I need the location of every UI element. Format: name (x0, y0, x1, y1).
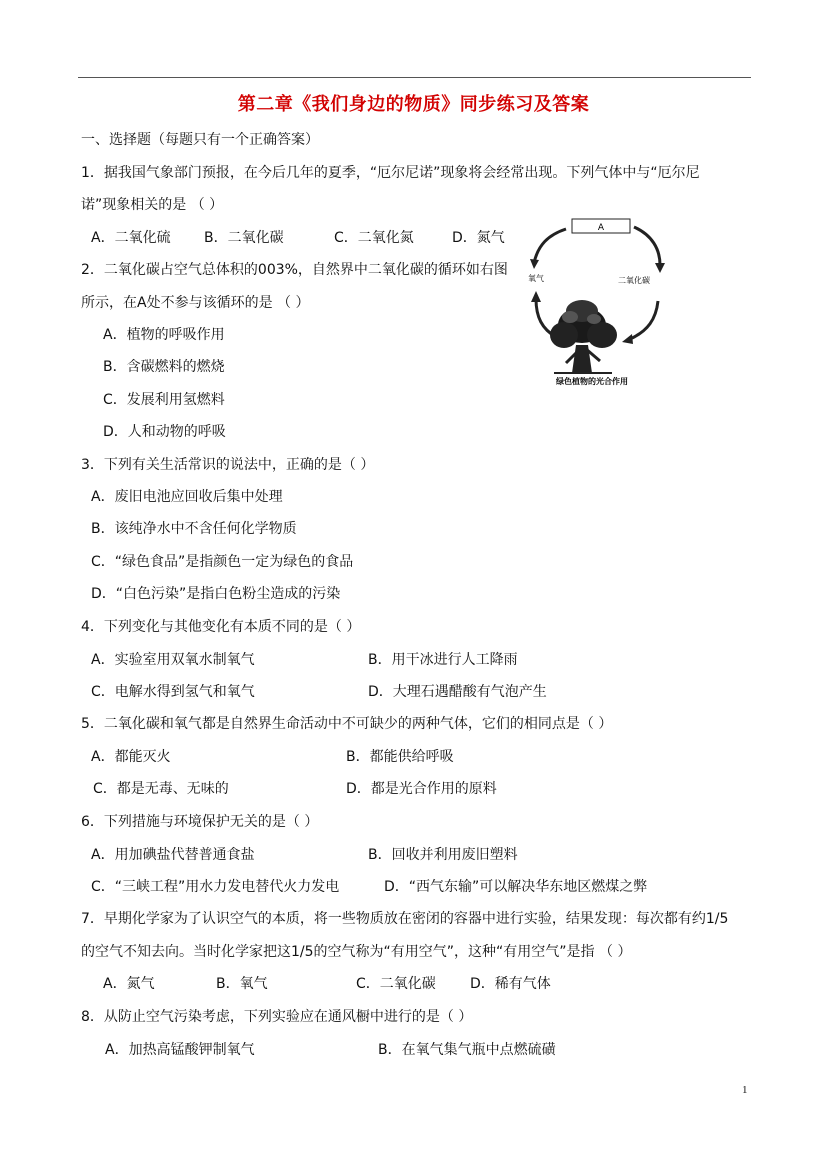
question-3-option-b: B．该纯净水中不含任何化学物质 (91, 521, 297, 537)
question-3-line-1: 3．下列有关生活常识的说法中，正确的是（ ） (81, 457, 375, 473)
question-7-line-2: 的空气不知去向。当时化学家把这1/5的空气称为“有用空气”，这种“有用空气”是指 （ ） (81, 944, 632, 960)
question-2-option-d: D．人和动物的呼吸 (103, 424, 226, 440)
question-3-option-d: D．“白色污染”是指白色粉尘造成的污染 (91, 586, 341, 602)
question-7-option-d: D．稀有气体 (470, 976, 551, 992)
question-6-option-d: D．“西气东输”可以解决华东地区燃煤之弊 (384, 879, 648, 895)
carbon-cycle-figure (520, 215, 670, 390)
question-1-option-a: A．二氧化硫 (91, 230, 171, 246)
box-a-label: A (597, 223, 605, 233)
question-5-option-b: B．都能供给呼吸 (346, 749, 454, 765)
question-1-option-c: C．二氧化氮 (334, 230, 414, 246)
question-3-option-c: C．“绿色食品”是指颜色一定为绿色的食品 (91, 554, 354, 570)
question-6-option-c: C．“三峡工程”用水力发电替代火力发电 (91, 879, 340, 895)
question-2-line-2: 所示，在A处不参与该循环的是 （ ） (81, 295, 310, 311)
co2-label: 二氧化碳 (618, 276, 650, 285)
page-title: 第二章《我们身边的物质》同步练习及答案 (237, 94, 590, 115)
arrow-top-right (634, 227, 660, 265)
page-number: 1 (742, 1084, 748, 1096)
question-4-option-d: D．大理石遇醋酸有气泡产生 (368, 684, 547, 700)
question-8-option-a: A．加热高锰酸钾制氧气 (105, 1042, 255, 1058)
question-7-option-c: C．二氧化碳 (356, 976, 436, 992)
section-heading: 一、选择题（每题只有一个正确答案） (81, 132, 319, 148)
arrowhead-top-left (530, 259, 539, 269)
question-2-option-b: B．含碳燃料的燃烧 (103, 359, 225, 375)
question-7-option-a: A．氮气 (103, 976, 155, 992)
question-2-option-c: C．发展利用氢燃料 (103, 392, 225, 408)
question-7-option-b: B．氧气 (216, 976, 268, 992)
question-2-line-1: 2．二氧化碳占空气总体积的003%，自然界中二氧化碳的循环如右图 (81, 262, 508, 278)
question-4-option-b: B．用干冰进行人工降雨 (368, 652, 518, 668)
question-4-line-1: 4．下列变化与其他变化有本质不同的是（ ） (81, 619, 361, 635)
question-4-option-c: C．电解水得到氢气和氧气 (91, 684, 255, 700)
question-3-option-a: A．废旧电池应回收后集中处理 (91, 489, 283, 505)
question-1-option-b: B．二氧化碳 (204, 230, 284, 246)
question-5-option-a: A．都能灭火 (91, 749, 171, 765)
question-6-option-a: A．用加碘盐代替普通食盐 (91, 847, 255, 863)
oxygen-label: 氧气 (528, 274, 544, 283)
question-4-option-a: A．实验室用双氧水制氧气 (91, 652, 255, 668)
question-5-line-1: 5．二氧化碳和氧气都是自然界生命活动中不可缺少的两种气体，它们的相同点是（ ） (81, 716, 613, 732)
arrowhead-bottom-left (531, 291, 541, 302)
arrow-bottom-right (630, 301, 658, 339)
question-5-option-d: D．都是光合作用的原料 (346, 781, 497, 797)
question-6-line-1: 6．下列措施与环境保护无关的是（ ） (81, 814, 319, 830)
question-1-line-2: 诺”现象相关的是 （ ） (81, 197, 224, 213)
question-2-option-a: A．植物的呼吸作用 (103, 327, 225, 343)
arrow-top-left (534, 229, 566, 263)
question-8-line-1: 8．从防止空气污染考虑，下列实验应在通风橱中进行的是（ ） (81, 1009, 473, 1025)
arrowhead-bottom-right (622, 334, 633, 344)
question-7-line-1: 7．早期化学家为了认识空气的本质，将一些物质放在密闭的容器中进行实验，结果发现：每次都有约1/5 (81, 911, 729, 927)
arrowhead-top-right (655, 263, 665, 273)
carbon-cycle-diagram (520, 215, 670, 390)
tree-icon (550, 300, 617, 373)
header-rule (78, 77, 751, 78)
diagram-caption: 绿色植物的光合作用 (556, 377, 628, 386)
question-6-option-b: B．回收并利用废旧塑料 (368, 847, 518, 863)
question-5-option-c: C．都是无毒、无味的 (93, 781, 229, 797)
question-1-line-1: 1．据我国气象部门预报，在今后几年的夏季，“厄尔尼诺”现象将会经常出现。下列气体中与“厄尔尼 (81, 165, 700, 181)
question-8-option-b: B．在氧气集气瓶中点燃硫磺 (378, 1042, 556, 1058)
question-1-option-d: D．氮气 (452, 230, 505, 246)
